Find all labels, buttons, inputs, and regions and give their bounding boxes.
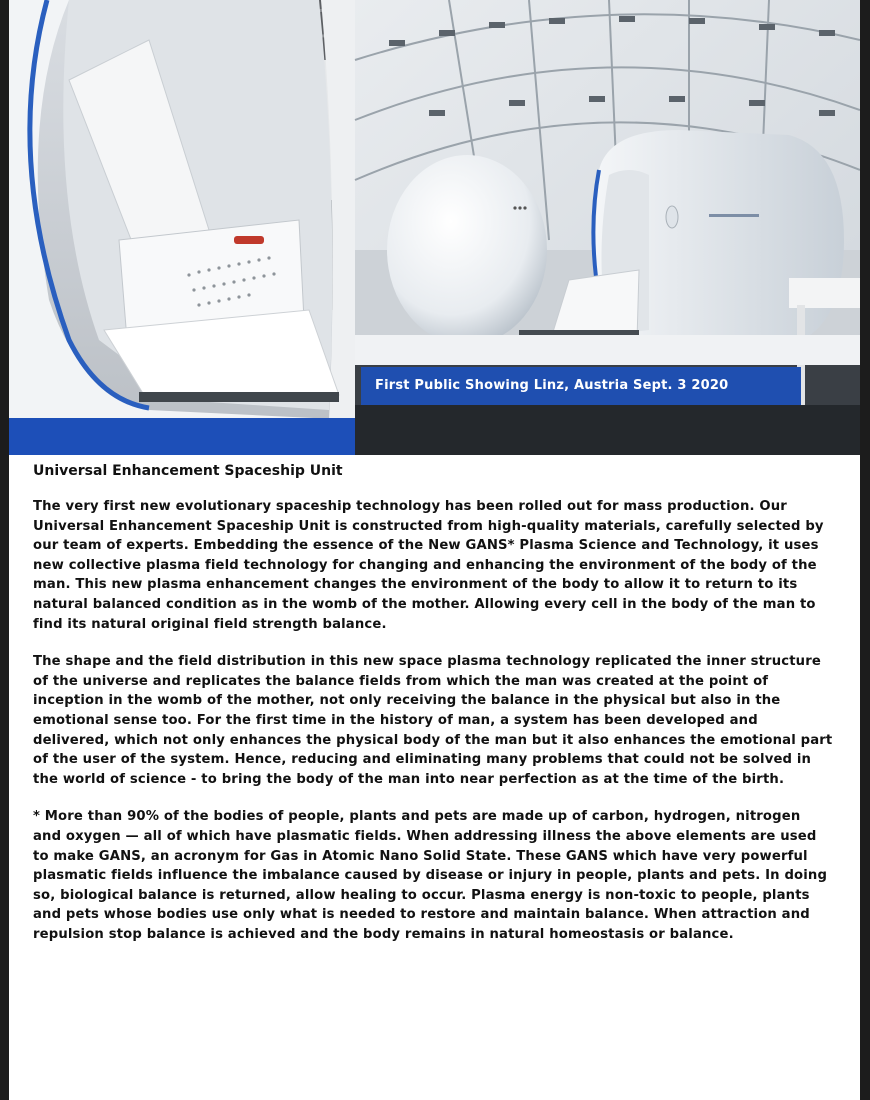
footnote-paragraph: * More than 90% of the bodies of people, plants and pets are made up of carbon, hydrogen, nitrogen and oxygen — all of which have plasmatic fields. When addressing illness the above elements are used to make GANS, an acronym for Gas in Atomic Nano Solid State. These GANS which have very powerful plasmatic fields influence the imbalance caused by disease or injury in people, plants and pets. In doing so, biological balance is returned, allow healing to occur. Plasma energy is non-toxic to people, plants and pets whose bodies use only what is needed to restore and maintain balance. When attraction and repulsion stop balance is achieved and the body remains in natural homeostasis or balance. (33, 809, 828, 942)
document-page (9, 0, 860, 1100)
article-title: Universal Enhancement Spaceship Unit (33, 463, 343, 479)
photo-caption: First Public Showing Linz, Austria Sept. 3 2020 (361, 367, 801, 405)
article-body (33, 462, 833, 962)
article-paragraph-2: The shape and the field distribution in this new space plasma technology replicated the inner structure of the universe and replicates the balance fields from which the man was created at the point of inception in the womb of the mother, not only receiving the balance in the physical but also in the emotional sense too. For the first time in the history of man, a system has been developed and delivered, which not only enhances the physical body of the man but it also enhances the emotional part of the user of the system. Hence, reducing and eliminating many problems that could not be solved in the world of science - to bring the body of the man into near perfection as at the time of the birth. (33, 654, 833, 787)
article-paragraph-1: The very first new evolutionary spaceship technology has been rolled out for mass production. Our Universal Enhancement Spaceship Unit is constructed from high-quality materials, carefully selected by our team of experts. Embedding the essence of the New GANS* Plasma Science and Technology, it uses new collective plasma field technology for changing and enhancing the environment of the body of the man. This new plasma enhancement changes the environment of the body to allow it to return to its natural balanced condition as in the womb of the mother. Allowing every cell in the body of the man to find its natural original field strength balance. (33, 499, 824, 632)
product-photo (9, 0, 860, 455)
